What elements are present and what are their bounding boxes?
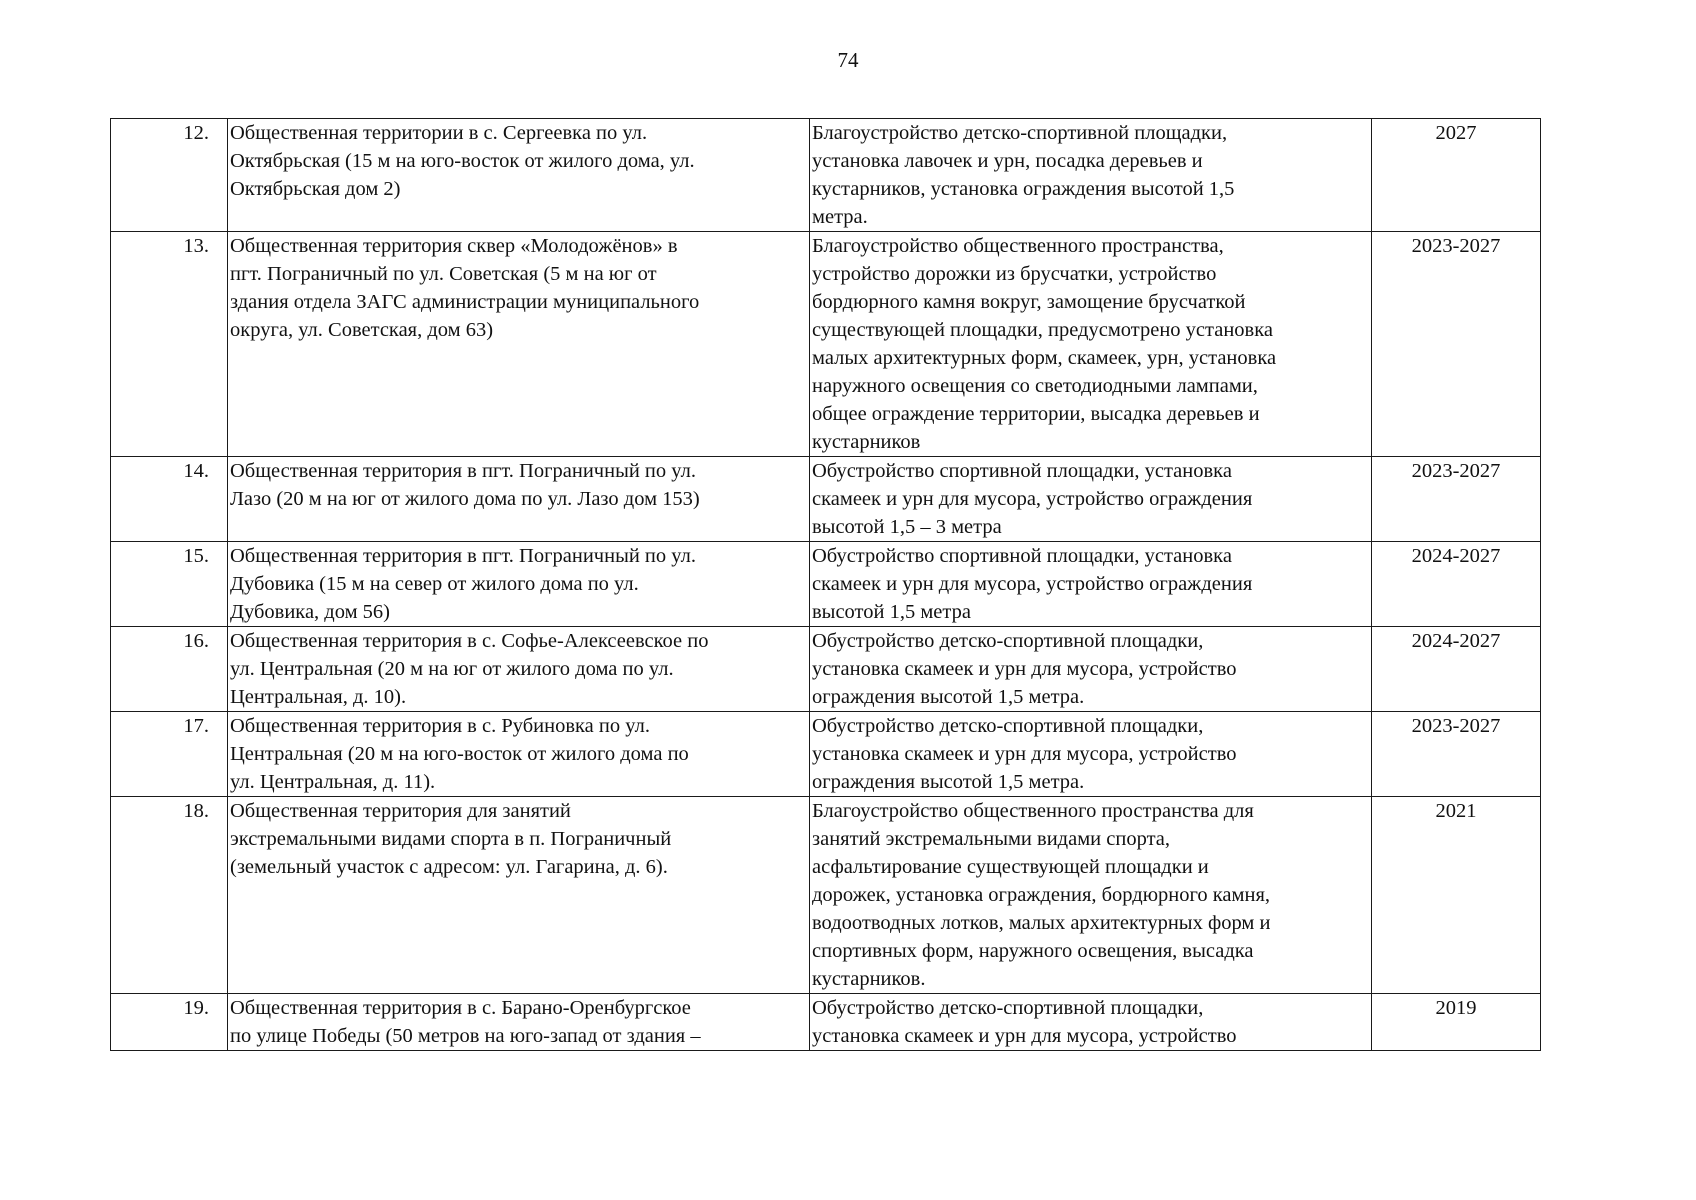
territory-name: Общественная территория в пгт. Пограничный по ул. Дубовика (15 м на север от жилого дома по ул. Дубовика, дом 56) xyxy=(228,542,810,627)
row-number: 15. xyxy=(111,542,228,627)
table-row xyxy=(111,797,1541,994)
planned-works: Благоустройство общественного пространства, устройство дорожки из брусчатки, устройство бордюрного камня вокруг, замощение брусчаткой существующей площадки, предусмотрено установка малых архитектурных форм, скамеек, урн, установка наружного освещения со светодиодными лампами, общее ограждение территории, высадка деревьев и кустарников xyxy=(810,232,1372,457)
row-number: 12. xyxy=(111,119,228,232)
planned-works: Обустройство детско-спортивной площадки, установка скамеек и урн для мусора, устройство xyxy=(810,994,1372,1051)
planned-works: Обустройство спортивной площадки, установка скамеек и урн для мусора, устройство ограждения высотой 1,5 – 3 метра xyxy=(810,457,1372,542)
implementation-years: 2023-2027 xyxy=(1372,712,1541,797)
territory-name: Общественная территория в с. Софье-Алексеевское по ул. Центральная (20 м на юг от жилого дома по ул. Центральная, д. 10). xyxy=(228,627,810,712)
implementation-years: 2024-2027 xyxy=(1372,542,1541,627)
page-number: 74 xyxy=(837,48,859,72)
row-number: 18. xyxy=(111,797,228,994)
implementation-years: 2021 xyxy=(1372,797,1541,994)
territory-name: Общественная территория сквер «Молодожёнов» в пгт. Пограничный по ул. Советская (5 м на юг от здания отдела ЗАГС администрации муниципального округа, ул. Советская, дом 63) xyxy=(228,232,810,457)
table-row xyxy=(111,712,1541,797)
table-row xyxy=(111,994,1541,1051)
planned-works: Благоустройство общественного пространства для занятий экстремальными видами спорта, асфальтирование существующей площадки и дорожек, установка ограждения, бордюрного камня, водоотводных лотков, малых архитектурных форм и спортивных форм, наружного освещения, высадка кустарников. xyxy=(810,797,1372,994)
territory-name: Общественная территория в с. Рубиновка по ул. Центральная (20 м на юго-восток от жилого дома по ул. Центральная, д. 11). xyxy=(228,712,810,797)
row-number: 13. xyxy=(111,232,228,457)
table-row xyxy=(111,232,1541,457)
planned-works: Обустройство спортивной площадки, установка скамеек и урн для мусора, устройство ограждения высотой 1,5 метра xyxy=(810,542,1372,627)
implementation-years: 2019 xyxy=(1372,994,1541,1051)
implementation-years: 2024-2027 xyxy=(1372,627,1541,712)
row-number: 14. xyxy=(111,457,228,542)
territories-table xyxy=(110,118,1541,1051)
territory-name: Общественная территории в с. Сергеевка по ул. Октябрьская (15 м на юго-восток от жилого дома, ул. Октябрьская дом 2) xyxy=(228,119,810,232)
table-row xyxy=(111,119,1541,232)
row-number: 16. xyxy=(111,627,228,712)
table-row xyxy=(111,457,1541,542)
territory-name: Общественная территория в пгт. Пограничный по ул. Лазо (20 м на юг от жилого дома по ул. Лазо дом 153) xyxy=(228,457,810,542)
planned-works: Обустройство детско-спортивной площадки, установка скамеек и урн для мусора, устройство ограждения высотой 1,5 метра. xyxy=(810,627,1372,712)
implementation-years: 2027 xyxy=(1372,119,1541,232)
territory-name: Общественная территория в с. Барано-Оренбургское по улице Победы (50 метров на юго-запад от здания – xyxy=(228,994,810,1051)
row-number: 19. xyxy=(111,994,228,1051)
table-row xyxy=(111,627,1541,712)
implementation-years: 2023-2027 xyxy=(1372,232,1541,457)
planned-works: Благоустройство детско-спортивной площадки, установка лавочек и урн, посадка деревьев и кустарников, установка ограждения высотой 1,5 метра. xyxy=(810,119,1372,232)
table-row xyxy=(111,542,1541,627)
planned-works: Обустройство детско-спортивной площадки, установка скамеек и урн для мусора, устройство ограждения высотой 1,5 метра. xyxy=(810,712,1372,797)
territory-name: Общественная территория для занятий экстремальными видами спорта в п. Пограничный (земельный участок с адресом: ул. Гагарина, д. 6). xyxy=(228,797,810,994)
row-number: 17. xyxy=(111,712,228,797)
implementation-years: 2023-2027 xyxy=(1372,457,1541,542)
